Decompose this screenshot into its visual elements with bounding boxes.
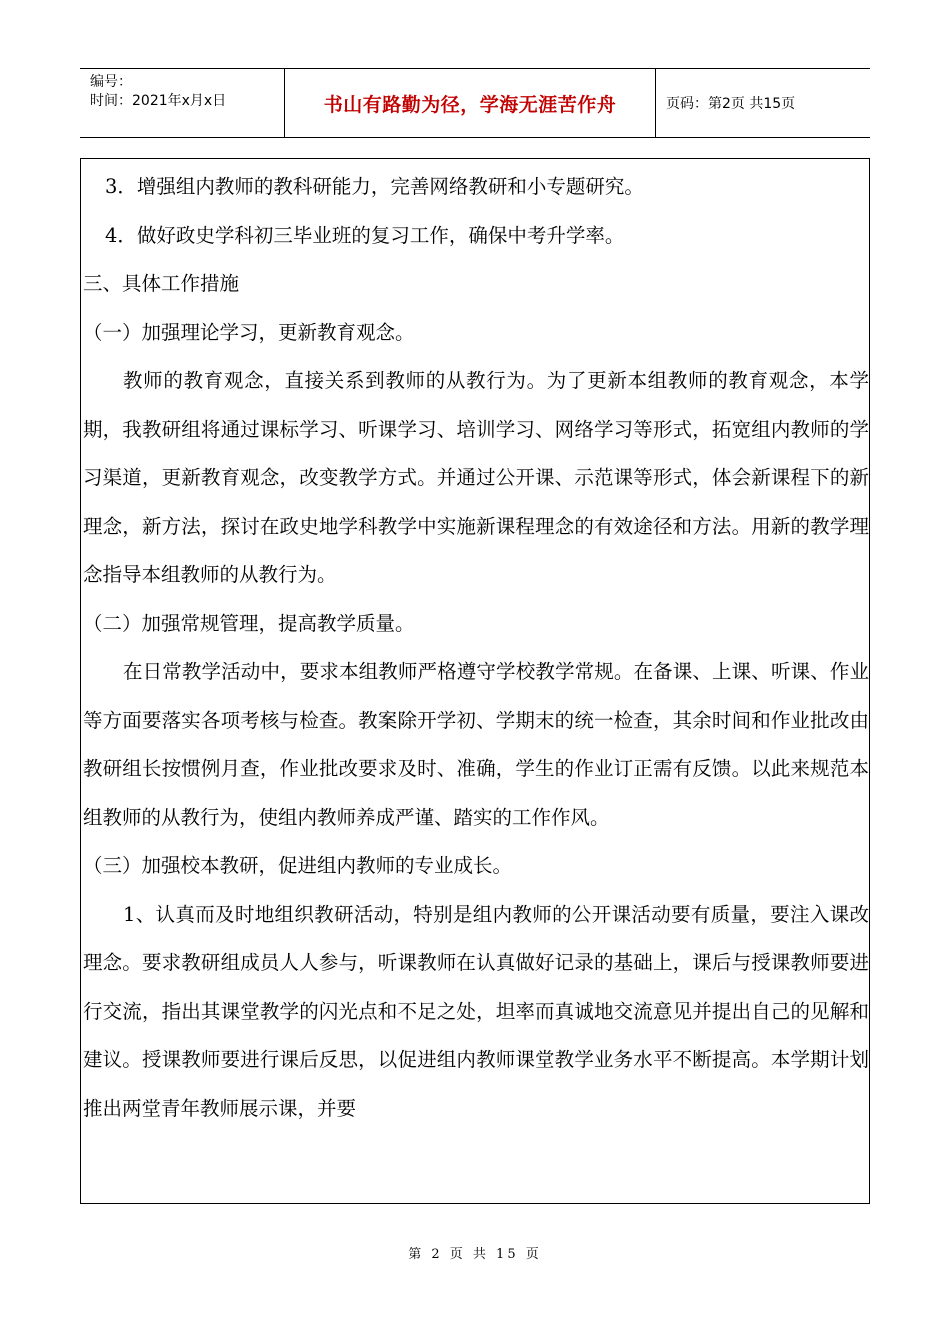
header-meta [80,69,284,137]
section-heading-measures: 三、具体工作措施 [83,272,240,295]
subheading-school-research: （三）加强校本教研，促进组内教师的专业成长。 [83,854,513,877]
paragraph-goal-3: 3．增强组内教师的教科研能力，完善网络教研和小专题研究。 [105,175,644,198]
paragraph-research-activities: 1、认真而及时地组织教研活动，特别是组内教师的公开课活动要有质量，要注入课改理念。要求教研组成员人人参与，听课教师在认真做好记录的基础上，课后与授课教师要进行交流，指出其课堂教学的闪光点和不足之处，坦率而真诚地交流意见并提出自己的见解和建议。授课教师要进行课后反思，以促进组内教师课堂教学业务水平不断提高。本学期计划推出两堂青年教师展示课，并要 [83,902,869,1120]
header-page-info: 页码：第2页 共15页 [666,96,796,112]
content-frame [80,158,870,1204]
paragraph-theory-study: 教师的教育观念，直接关系到教师的从教行为。为了更新本组教师的教育观念，本学期，我教研组将通过课标学习、听课学习、培训学习、网络学习等形式，拓宽组内教师的学习渠道，更新教育观念，改变教学方式。并通过公开课、示范课等形式，体会新课程下的新理念，新方法，探讨在政史地学科教学中实施新课程理念的有效途径和方法。用新的教学理念指导本组教师的从教行为。 [83,369,869,586]
page-header [80,68,870,138]
document-date: 时间：2021年x月x日 [90,93,227,109]
page-footer: 第 2 页 共 15 页 [408,1247,542,1262]
subheading-theory-study: （一）加强理论学习，更新教育观念。 [83,320,415,344]
document-number: 编号： [90,74,132,90]
paragraph-goal-4: 4．做好政史学科初三毕业班的复习工作，确保中考升学率。 [105,223,625,247]
header-motto: 书山有路勤为径，学海无涯苦作舟 [284,69,656,137]
paragraph-routine-management: 在日常教学活动中，要求本组教师严格遵守学校教学常规。在备课、上课、听课、作业等方面要落实各项考核与检查。教案除开学初、学期末的统一检查，其余时间和作业批改由教研组长按惯例月查，作业批改要求及时、准确，学生的作业订正需有反馈。以此来规范本组教师的从教行为，使组内教师养成严谨、踏实的工作作风。 [83,660,869,829]
subheading-routine-management: （二）加强常规管理，提高教学质量。 [83,611,415,635]
